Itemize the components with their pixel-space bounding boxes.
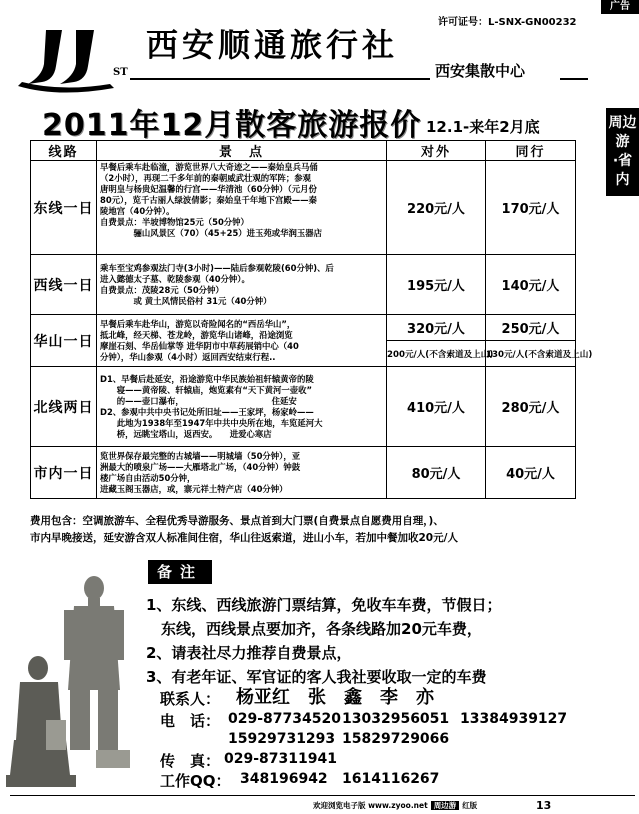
side-tab-line2: ·省内 [612,153,633,188]
logo-text: ST [113,67,128,78]
detail-line: 骊山风景区（70）（45+25）进玉苑或华润玉器店 [100,228,323,238]
public-price: 195元/人 [387,255,486,315]
trade-price: 280元/人 [486,367,576,447]
footer-rule [10,795,635,796]
detail-line: 进藏玉阁玉器店，或，寨元祥土特产店（40分钟） [100,483,288,494]
detail-line: 早餐后乘车赴华山，游览以奇险闻名的“西岳华山”， [100,318,296,329]
table-row [31,367,576,447]
fees-line: 费用包含：空调旅游车、全程优秀导游服务、景点首到大门票(自费景点自愿费用自理，)、 [30,515,444,527]
detail-line: 进入懿德太子墓、乾陵参观（40分钟）。 [100,273,250,284]
detail-line: 抵北峰，经天梯、苍龙岭，游览华山诸峰，沿途浏览 [100,329,293,340]
note-item: 3、有老年证、军官证的客人我社要收取一定的车费 [146,668,487,686]
company-name: 西安顺通旅行社 [146,26,399,64]
footer-text: 欢迎浏览电子版 www.zyoo.net [313,801,428,810]
detail-line: 或 黄土风情民俗村 31元（40分钟） [100,295,272,306]
terracotta-warrior-illustration [6,570,136,790]
trade-price: 140元/人 [486,255,576,315]
footer-pill: 周边游 [431,801,460,810]
date-range: 12.1-来年2月底 [426,118,540,136]
route-name: 东线一日 [31,161,97,255]
detail-line: 桥，远眺宝塔山，返西安。 进爱心寒店 [100,428,272,439]
table-row [31,161,576,255]
detail-line: 80元），览千古丽人绿波倩影；秦始皇千年地下宫殿——秦 [100,195,317,205]
public-price: 320元/人 [387,315,486,341]
table-row [31,447,576,499]
qq-label: 工作QQ： [160,772,231,790]
table-row [31,255,576,315]
phone-number: 13384939127 [460,711,568,727]
trade-price: 250元/人 [486,315,576,341]
fax-label: 传 真： [160,752,221,770]
detail-line: 楼广场自由活动50分钟， [100,472,196,483]
company-logo [18,26,130,98]
public-price: 80元/人 [387,447,486,499]
header-sights: 景 点 [97,141,387,161]
note-item: 1、东线、西线旅游门票结算，免收车车费，节假日； [146,596,502,614]
phone-label: 电 话： [160,712,221,730]
note-item: 2、请表社尽力推荐自费景点， [146,644,352,662]
center-name: 西安集散中心 [435,62,526,80]
phone-number: 13032956051 [342,711,450,727]
route-details [97,161,387,255]
side-tab-line1: 周边游 [608,115,637,150]
detail-line: 此地为1938年至1947年中共中央所在地，车览延河大 [100,417,323,428]
route-name: 华山一日 [31,315,97,367]
trade-price: 40元/人 [486,447,576,499]
qq-number: 1614116267 [342,771,440,787]
fees-line: 市内早晚接送，延安游含双人标准间住宿，华山往返索道，进山小车，若加中餐加收20元/人 [30,532,458,544]
phone-number: 15829729066 [342,731,450,747]
phone-number: 029-87734520 [228,711,341,727]
detail-line: D2、参观中共中央书记处所旧址——王家坪，杨家岭—— [100,406,314,417]
phone-number: 15929731293 [228,731,336,747]
header-public-price: 对外 [387,141,486,161]
public-price: 410元/人 [387,367,486,447]
header-trade-price: 同行 [486,141,576,161]
detail-line: D1、早餐后赴延安，沿途游览中华民族始祖轩辕黄帝的陵 [100,373,314,384]
route-name: 北线两日 [31,367,97,447]
ad-tag: 广告 [601,0,639,14]
header-rule-right [560,78,588,80]
header-rule [130,78,430,80]
fees-included [30,513,590,547]
route-details [97,367,387,447]
detail-line: 摩崖石刻、华岳仙掌等 进华阴市中草药展销中心（40 [100,340,299,351]
detail-line: 陵地宫（40分钟）。 [100,206,175,216]
table-row [31,315,576,341]
detail-line: 洲最大的喷泉广场——大雁塔北广场，（40分钟）钟鼓 [100,461,301,472]
detail-line: 览世界保存最完整的古城墙——明城墙（50分钟），亚 [100,450,301,461]
notes-list [146,593,501,689]
trade-price-alt: 130元/人(不含索道及上山) [486,341,576,367]
public-price-alt: 200元/人(不含索道及上山) [387,341,486,367]
contact-people-label: 联系人： [160,690,221,708]
route-details [97,315,387,367]
detail-line: （2小时），再现二千多年前的秦朝威武壮观的军阵；参观 [100,173,312,183]
route-details [97,255,387,315]
detail-line: 自费景点：茂陵28元（50分钟） [100,284,224,295]
side-tab [606,108,639,196]
header-route: 线路 [31,141,97,161]
detail-line: 自费景点：半坡博物馆25元（50分钟） [100,217,249,227]
trade-price: 170元/人 [486,161,576,255]
note-item: 东线，西线景点要加齐，各条线路加20元车费， [146,620,482,638]
detail-line: 早餐后乘车赴临潼，游览世界八大奇迹之——秦始皇兵马俑 [100,162,318,172]
license-number: 许可证号：L-SNX-GN00232 [438,17,577,28]
detail-line: 乘车至宝鸡参观法门寺(3小时)——陆后参观乾陵(60分钟)、后 [100,262,334,273]
main-title: 2011年12月散客旅游报价 [42,108,422,143]
detail-line: 的——壶口瀑布， 住延安 [100,395,297,406]
fax-number: 029-87311941 [224,751,337,767]
route-name: 西线一日 [31,255,97,315]
footer [313,800,477,811]
detail-line: 寝——黄帝陵、轩辕庙，炮览素有“天下黄河一壶收” [100,384,313,395]
detail-line: 分钟），华山参观（4小时）返回西安结束行程.. [100,351,276,362]
notes-heading: 备注 [148,560,212,584]
price-table [30,140,593,499]
table-header-row [31,141,576,161]
contact-people: 杨亚红 张 鑫 李 亦 [236,687,434,708]
qq-number: 348196942 [240,771,328,787]
footer-edition: 红版 [462,801,478,810]
page-number: 13 [536,799,552,812]
public-price: 220元/人 [387,161,486,255]
route-name: 市内一日 [31,447,97,499]
detail-line: 唐明皇与杨贵妃温馨的行宫——华清池（60分钟）（元月份 [100,184,317,194]
route-details [97,447,387,499]
